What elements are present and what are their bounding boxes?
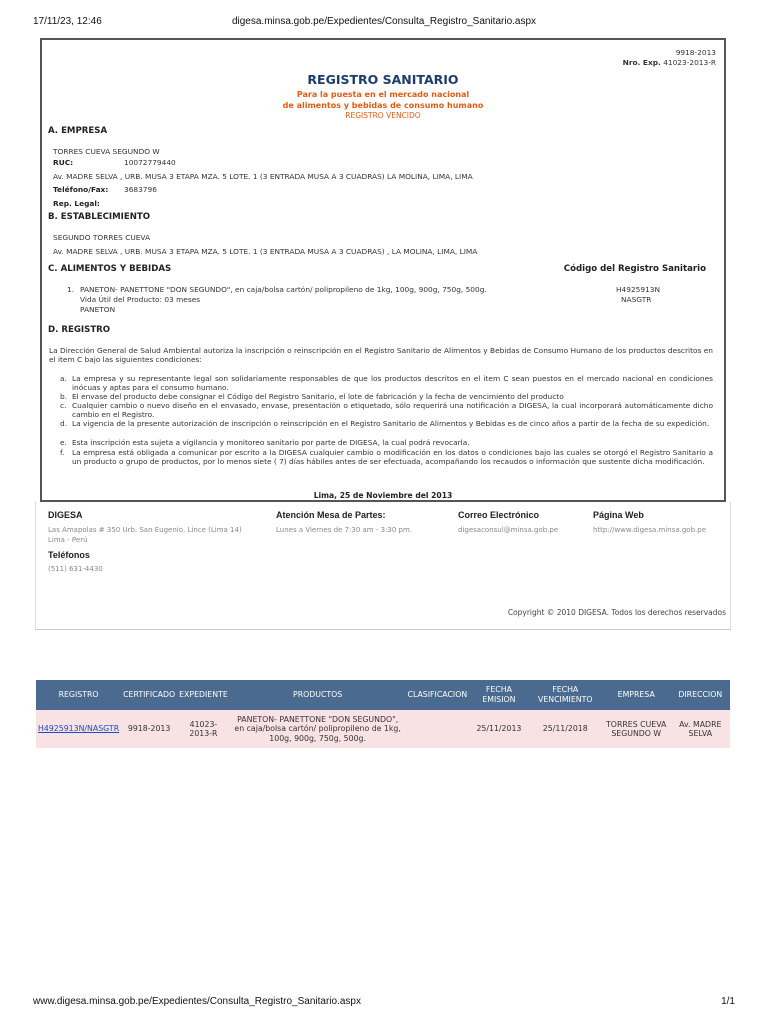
results-table (36, 680, 730, 748)
col-productos: PRODUCTOS (230, 680, 406, 710)
certificate-subtitle (42, 89, 724, 111)
condition-b (60, 392, 713, 401)
col-empresa: EMPRESA (602, 680, 671, 710)
certificate-number-block (623, 48, 716, 68)
digesa-title: DIGESA (48, 510, 83, 520)
phones-value: (511) 631-4430 (48, 565, 103, 573)
registro-intro: La Dirección General de Salud Ambiental autoriza la inscripción o reinscripción en el Registro Sanitario de Alimentos y Bebidas de Consumo Humano de los productos descritos en el item C bajo las siguientes condiciones: (49, 346, 713, 364)
item-product-name: PANETON (80, 305, 116, 314)
registro-code-heading: Código del Registro Sanitario (563, 264, 706, 274)
condition-b-mark: b. (60, 392, 68, 401)
print-datetime: 17/11/23, 12:46 (33, 16, 102, 27)
col-expediente: EXPEDIENTE (177, 680, 230, 710)
registro-code-2: NASGTR (621, 295, 652, 304)
phone-value: 3683796 (124, 185, 157, 194)
item-number: 1. (67, 285, 75, 294)
digesa-address-line-2: Lima - Perú (48, 536, 88, 544)
condition-e (60, 438, 713, 447)
col-certificado: CERTIFICADO (121, 680, 177, 710)
print-url-bottom: www.digesa.minsa.gob.pe/Expedientes/Consulta_Registro_Sanitario.aspx (33, 996, 361, 1007)
results-header-row (36, 680, 730, 710)
mesa-partes-hours: Lunes a Viernes de 7:30 am - 3:30 pm. (276, 526, 413, 534)
subtitle-line-2: de alimentos y bebidas de consumo humano (282, 101, 484, 110)
col-direccion: DIRECCION (671, 680, 730, 710)
email-link[interactable]: digesaconsul@minsa.gob.pe (458, 526, 559, 534)
certificate-panel (40, 38, 726, 502)
empresa-name: TORRES CUEVA SEGUNDO W (53, 147, 160, 156)
condition-c-text: Cualquier cambio o nuevo diseño en el envasado, envase, presentación o etiquetado, sólo requerirá una notificación a DIGESA, la cual incorporará automáticamente dicho cambio en el Registro. (72, 401, 713, 419)
cell-clasificacion (406, 710, 470, 748)
digesa-address-line-1: Las Amapolas # 350 Urb. San Eugenio, Lince (Lima 14) (48, 526, 242, 534)
empresa-address: Av. MADRE SELVA , URB. MUSA 3 ETAPA MZA. 5 LOTE. 1 (3 ENTRADA MUSA A 3 CUADRAS) LA MOLINA, LIMA, LIMA (53, 172, 473, 181)
print-footer (33, 996, 735, 1007)
condition-e-text: Esta inscripción esta sujeta a vigilancia y monitoreo sanitario por parte de DIGESA, la cual podrá revocarla. (72, 438, 470, 447)
item-description: PANETON- PANETTONE "DON SEGUNDO", en caja/bolsa cartón/ polipropileno de 1kg, 100g, 900g, 750g, 500g. (80, 285, 487, 294)
cell-expediente: 41023-2013-R (177, 710, 230, 748)
cell-fecha-emision: 25/11/2013 (469, 710, 528, 748)
cell-fecha-vencimiento: 25/11/2018 (529, 710, 602, 748)
condition-d-mark: d. (60, 419, 68, 428)
col-fecha-emision: FECHA EMISION (469, 680, 528, 710)
condition-f (60, 448, 713, 466)
condition-f-mark: f. (60, 448, 65, 457)
cell-empresa: TORRES CUEVA SEGUNDO W (602, 710, 671, 748)
condition-c (60, 401, 713, 419)
phones-title: Teléfonos (48, 550, 90, 560)
cell-registro (36, 710, 121, 748)
registro-link[interactable]: H4925913N/NASGTR (38, 724, 120, 734)
table-row (36, 710, 730, 748)
condition-f-text: La empresa está obligada a comunicar por escrito a la DIGESA cualquier cambio o modificación en los datos o condiciones bajo las cuales se otorgó el Registro Sanitario a un producto o grupo de productos, por lo menos siete ( 7) días hábiles antes de ser efectuada, acompañando los recaudos o información que sustente dicha modificación. (72, 448, 713, 466)
exp-value: 41023-2013-R (663, 58, 716, 67)
cell-productos: PANETON- PANETTONE "DON SEGUNDO", en caja/bolsa cartón/ polipropileno de 1kg, 100g, 900g, 750g, 500g. (230, 710, 406, 748)
col-clasificacion: CLASIFICACION (406, 680, 470, 710)
ruc-value: 10072779440 (124, 158, 176, 167)
print-page-number: 1/1 (721, 996, 735, 1007)
exp-label: Nro. Exp. (622, 58, 661, 67)
item-shelf-life: Vida Útil del Producto: 03 meses (80, 295, 201, 304)
condition-c-mark: c. (60, 401, 67, 410)
condition-e-mark: e. (60, 438, 67, 447)
establecimiento-name: SEGUNDO TORRES CUEVA (53, 233, 151, 242)
condition-d (60, 419, 713, 428)
certificate-number: 9918-2013 (675, 48, 716, 57)
registro-code-1: H4925913N (616, 285, 661, 294)
condition-b-text: El envase del producto debe consignar el Código del Registro Sanitario, el lote de fabricación y la fecha de vencimiento del producto (72, 392, 564, 401)
condition-a-text: La empresa y su representante legal son solidariamente responsables de que los productos descritos en el item C sean puestos en el mercado nacional en condiciones inócuas y aptas para el consumo humano. (72, 374, 713, 392)
subtitle-line-1: Para la puesta en el mercado nacional (296, 90, 470, 99)
col-registro: REGISTRO (36, 680, 121, 710)
web-link[interactable]: http://www.digesa.minsa.gob.pe (593, 526, 707, 534)
condition-a (60, 374, 713, 392)
phone-label: Teléfono/Fax: (53, 185, 109, 194)
print-url-top: digesa.minsa.gob.pe/Expedientes/Consulta_Registro_Sanitario.aspx (231, 16, 537, 27)
establecimiento-address: Av. MADRE SELVA , URB. MUSA 3 ETAPA MZA. 5 LOTE. 1 (3 ENTRADA MUSA A 3 CUADRAS) , LA MOLINA, LIMA, LIMA (53, 247, 478, 256)
mesa-partes-title: Atención Mesa de Partes: (276, 510, 386, 520)
rep-legal-label: Rep. Legal: (53, 199, 100, 208)
place-date: Lima, 25 de Noviembre del 2013 (313, 491, 453, 500)
web-title: Página Web (593, 510, 644, 520)
cell-certificado: 9918-2013 (121, 710, 177, 748)
cell-direccion: Av. MADRE SELVA (671, 710, 730, 748)
email-title: Correo Electrónico (458, 510, 540, 520)
condition-a-mark: a. (60, 374, 67, 383)
section-registro-heading: D. REGISTRO (48, 325, 111, 335)
ruc-label: RUC: (53, 158, 74, 167)
condition-d-text: La vigencia de la presente autorización de inscripción o reinscripción en el Registro Sanitario de Alimentos y Bebidas es de cinco años a partir de la fecha de su expedición. (72, 419, 710, 428)
section-empresa-heading: A. EMPRESA (48, 126, 108, 136)
copyright: Copyright © 2010 DIGESA. Todos los derechos reservados (507, 608, 726, 617)
status-badge: REGISTRO VENCIDO (345, 111, 421, 120)
col-fecha-vencimiento: FECHA VENCIMIENTO (529, 680, 602, 710)
digesa-address (48, 525, 242, 545)
site-footer (35, 502, 731, 630)
section-establecimiento-heading: B. ESTABLECIMIENTO (48, 212, 151, 222)
certificate-title: REGISTRO SANITARIO (307, 72, 459, 87)
section-alimentos-heading: C. ALIMENTOS Y BEBIDAS (48, 264, 172, 274)
